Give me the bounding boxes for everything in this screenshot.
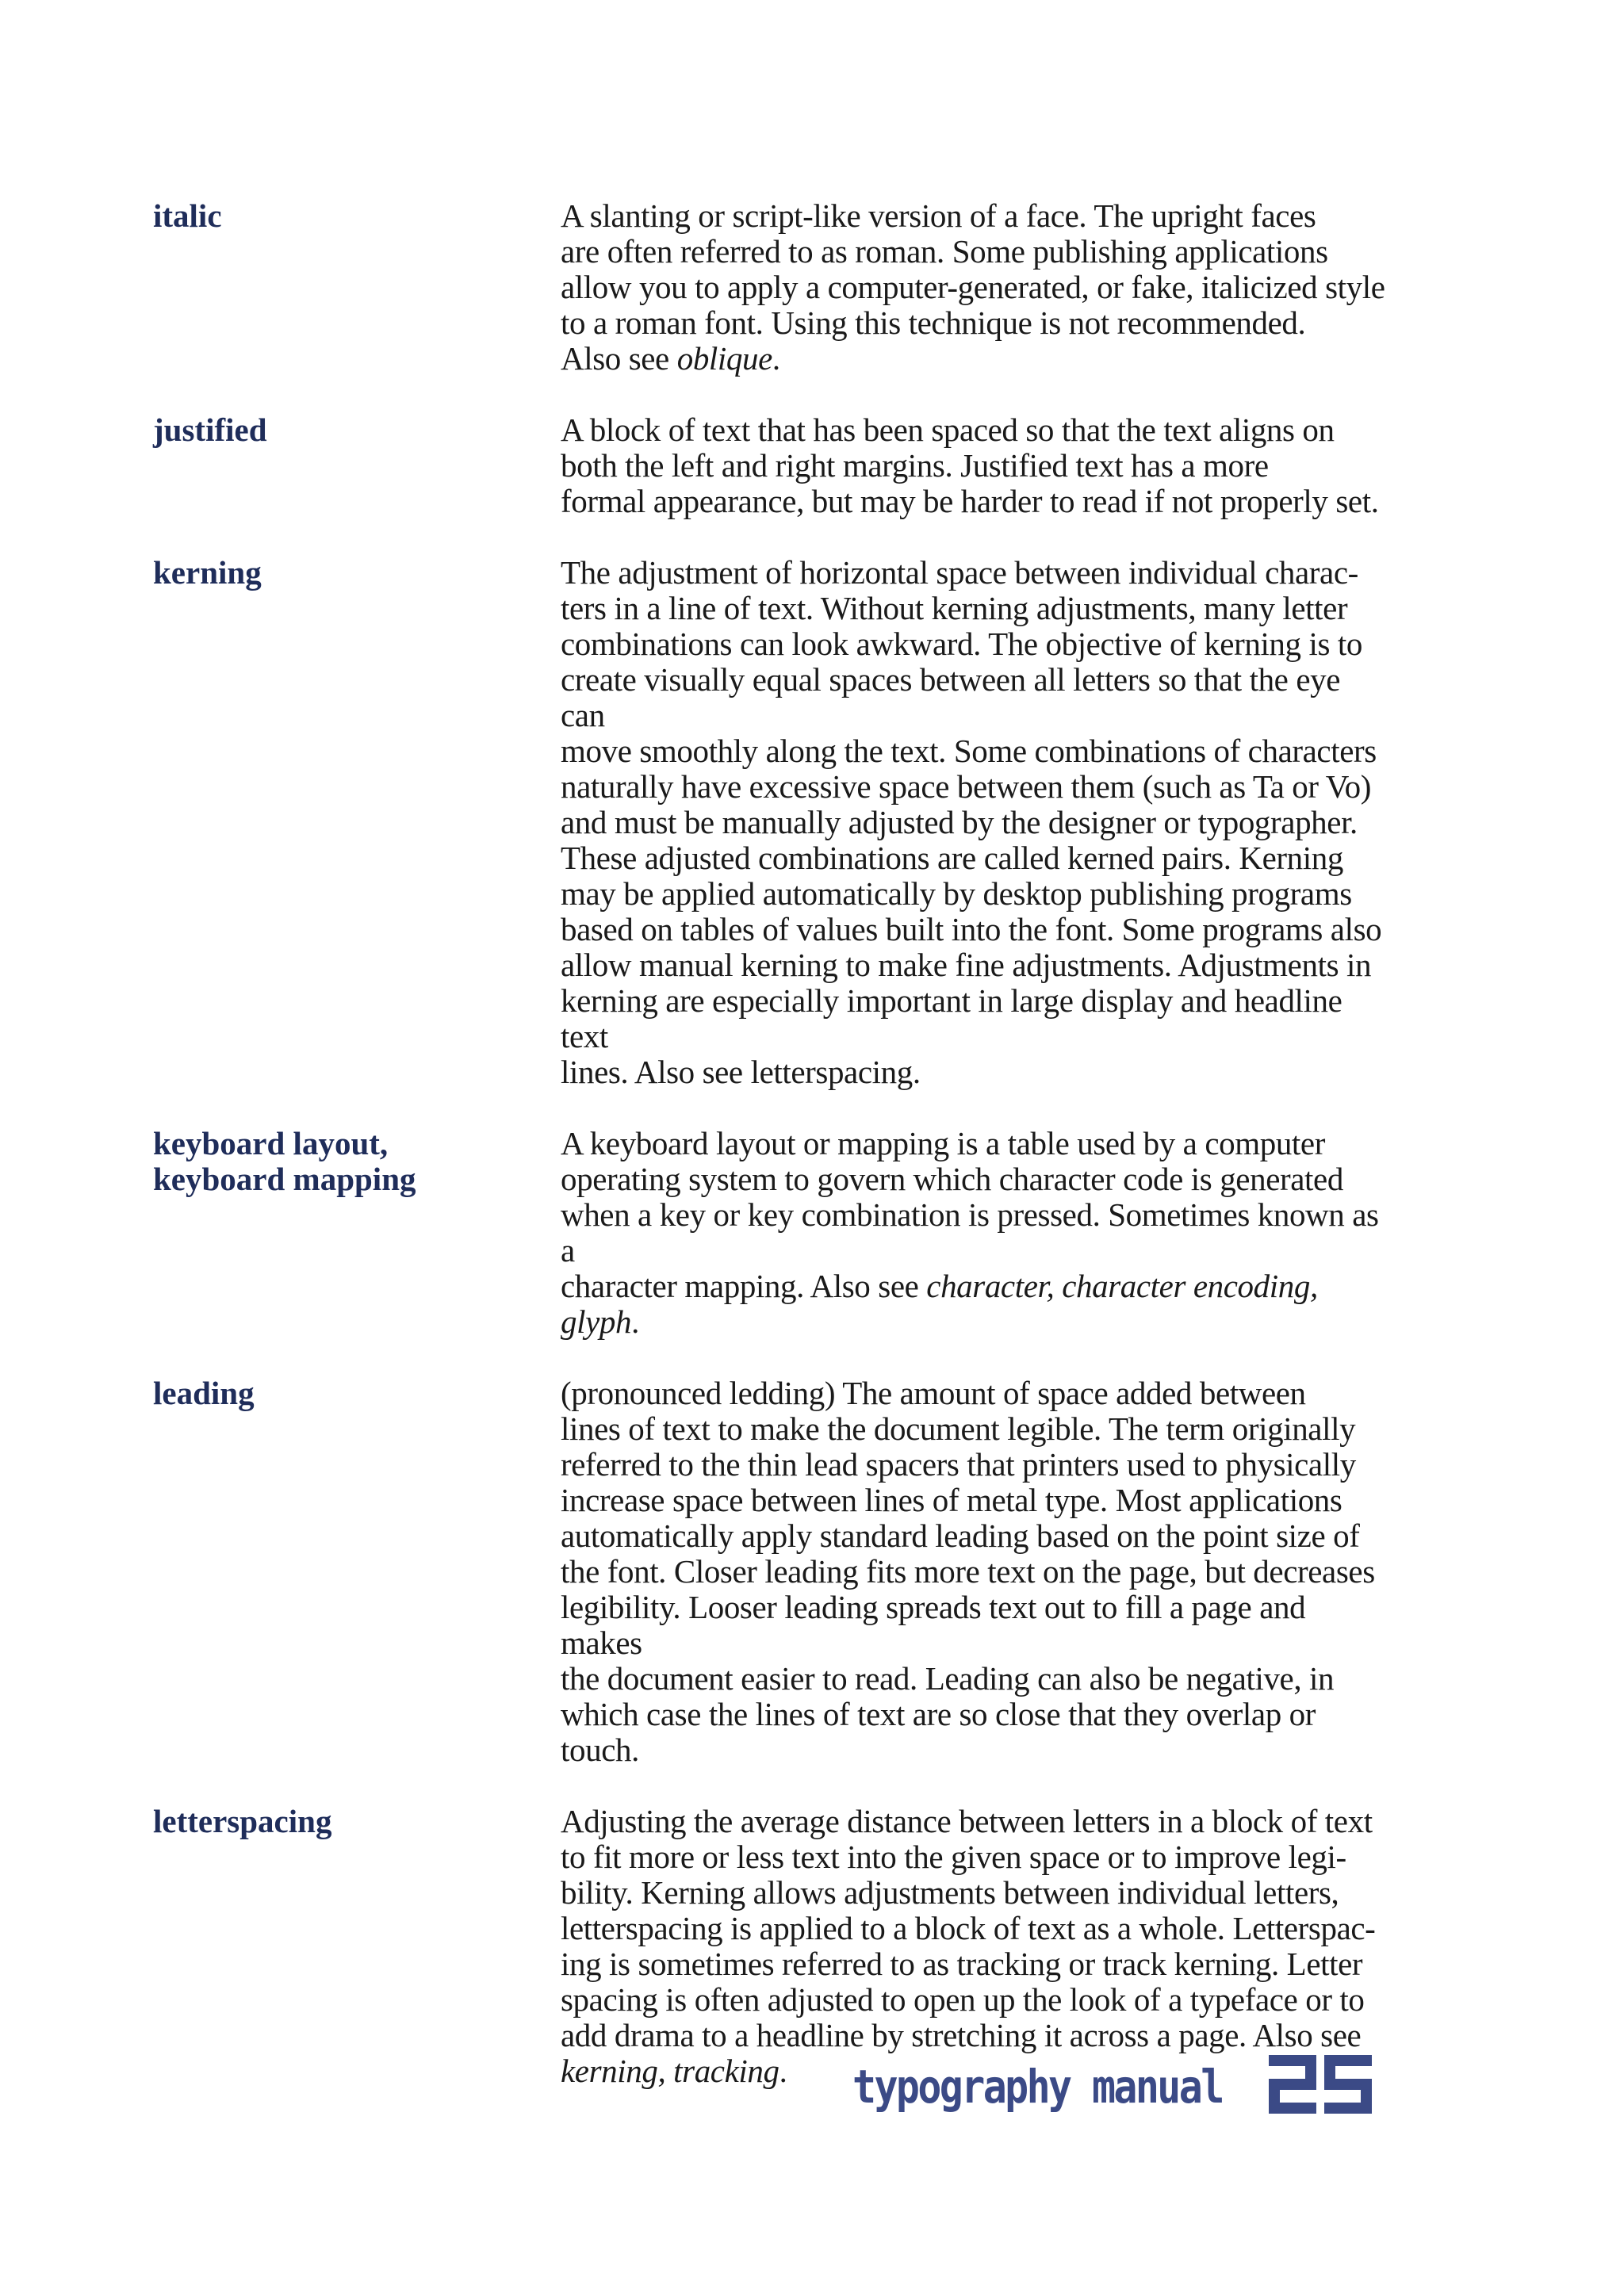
- glossary-term: [153, 412, 561, 519]
- definition-paragraph: [561, 412, 1385, 519]
- definition-paragraph: [561, 555, 1385, 1090]
- term-line: keyboard mapping: [153, 1161, 416, 1197]
- glossary-definition: [561, 1376, 1385, 1768]
- definition-text: These adjusted combinations are called kerned pairs. Kerning: [561, 840, 1343, 876]
- definition-text: formal appearance, but may be harder to read if not properly set.: [561, 483, 1379, 519]
- definition-paragraph: [561, 1804, 1385, 2089]
- term-line: italic: [153, 197, 222, 234]
- glossary-term: [153, 198, 561, 377]
- definition-text: to a roman font. Using this technique is not recommended.: [561, 304, 1306, 341]
- definition-text: referred to the thin lead spacers that printers used to physically: [561, 1446, 1356, 1483]
- definition-text: create visually equal spaces between all letters so that the eye can: [561, 661, 1341, 733]
- definition-text: the font. Closer leading fits more text on the page, but decreases: [561, 1553, 1375, 1590]
- definition-paragraph: [561, 198, 1385, 377]
- definition-paragraph: [561, 1376, 1385, 1768]
- definition-text: operating system to govern which character code is generated: [561, 1161, 1343, 1197]
- definition-text: the document easier to read. Leading can also be negative, in: [561, 1660, 1335, 1697]
- glossary-definition: [561, 198, 1385, 377]
- definition-text: .: [779, 2053, 787, 2089]
- definition-text: both the left and right margins. Justified text has a more: [561, 447, 1269, 484]
- definition-text: legibility. Looser leading spreads text out to fill a page and makes: [561, 1589, 1306, 1661]
- definition-text: and must be manually adjusted by the designer or typographer.: [561, 804, 1358, 840]
- term-line: letterspacing: [153, 1803, 332, 1839]
- glossary-definition: [561, 412, 1385, 519]
- glossary-entry: [153, 198, 1390, 377]
- definition-text: to fit more or less text into the given space or to improve legi-: [561, 1839, 1346, 1875]
- definition-text: spacing is often adjusted to open up the look of a typeface or to: [561, 1981, 1365, 2018]
- definition-text: allow manual kerning to make fine adjustments. Adjustments in: [561, 947, 1372, 983]
- glossary-entry: [153, 1804, 1390, 2089]
- definition-paragraph: [561, 1126, 1385, 1340]
- glossary-entry: [153, 412, 1390, 519]
- definition-text: automatically apply standard leading based on the point size of: [561, 1517, 1360, 1554]
- term-line: justified: [153, 411, 267, 448]
- definition-text: ters in a line of text. Without kerning adjustments, many letter: [561, 590, 1348, 626]
- definition-text: naturally have excessive space between them (such as Ta or Vo): [561, 768, 1372, 805]
- term-line: keyboard layout,: [153, 1125, 389, 1161]
- definition-text: (pronounced ledding) The amount of space added between: [561, 1375, 1306, 1411]
- page-number: [1269, 2055, 1372, 2114]
- glossary-definition: [561, 555, 1385, 1090]
- glossary-definition: [561, 1126, 1385, 1340]
- definition-text: .: [631, 1303, 639, 1340]
- definition-text: Adjusting the average distance between letters in a block of text: [561, 1803, 1373, 1839]
- definition-text: based on tables of values built into the font. Some programs also: [561, 911, 1382, 947]
- definition-text: bility. Kerning allows adjustments between individual letters,: [561, 1874, 1339, 1911]
- definition-text: character mapping. Also see: [561, 1268, 927, 1304]
- glossary-term: [153, 555, 561, 1090]
- definition-text: which case the lines of text are so close that they overlap or touch.: [561, 1696, 1316, 1768]
- page-footer: [852, 2055, 1376, 2118]
- definition-text: lines. Also see letterspacing.: [561, 1054, 921, 1090]
- definition-text: are often referred to as roman. Some publishing applications: [561, 233, 1328, 270]
- definition-text: lines of text to make the document legible. The term originally: [561, 1410, 1356, 1447]
- term-line: leading: [153, 1375, 255, 1411]
- glossary-definition: [561, 1804, 1385, 2089]
- glossary-entry: [153, 555, 1390, 1090]
- definition-text: A slanting or script-like version of a face. The upright faces: [561, 197, 1316, 234]
- definition-text: kerning are especially important in large display and headline text: [561, 982, 1342, 1054]
- glossary-entry: [153, 1126, 1390, 1340]
- definition-text: A keyboard layout or mapping is a table used by a computer: [561, 1125, 1325, 1161]
- definition-text: increase space between lines of metal type. Most applications: [561, 1482, 1342, 1518]
- definition-text: combinations can look awkward. The objective of kerning is to: [561, 626, 1362, 662]
- term-line: kerning: [153, 554, 262, 591]
- definition-text: add drama to a headline by stretching it across a page. Also see: [561, 2017, 1362, 2053]
- cross-reference: oblique: [676, 340, 772, 377]
- definition-text: A block of text that has been spaced so that the text aligns on: [561, 411, 1335, 448]
- definition-text: ing is sometimes referred to as tracking or track kerning. Letter: [561, 1946, 1363, 1982]
- definition-text: when a key or key combination is pressed. Sometimes known as a: [561, 1196, 1379, 1269]
- definition-text: allow you to apply a computer-generated, or fake, italicized style: [561, 269, 1385, 305]
- definition-text: move smoothly along the text. Some combinations of characters: [561, 733, 1377, 769]
- glossary-list: [153, 198, 1390, 2125]
- cross-reference: kerning, tracking: [561, 2053, 779, 2089]
- glossary-term: [153, 1376, 561, 1768]
- definition-text: letterspacing is applied to a block of text as a whole. Letterspac-: [561, 1910, 1376, 1946]
- definition-text: may be applied automatically by desktop publishing programs: [561, 875, 1352, 912]
- definition-text: The adjustment of horizontal space between individual charac-: [561, 554, 1358, 591]
- definition-text: Also see: [561, 340, 677, 377]
- cross-reference: character, character encoding, glyph: [561, 1268, 1318, 1340]
- glossary-term: [153, 1126, 561, 1340]
- manual-title: typography manual: [852, 2060, 1223, 2114]
- definition-text: .: [772, 340, 780, 377]
- glossary-term: [153, 1804, 561, 2089]
- glossary-entry: [153, 1376, 1390, 1768]
